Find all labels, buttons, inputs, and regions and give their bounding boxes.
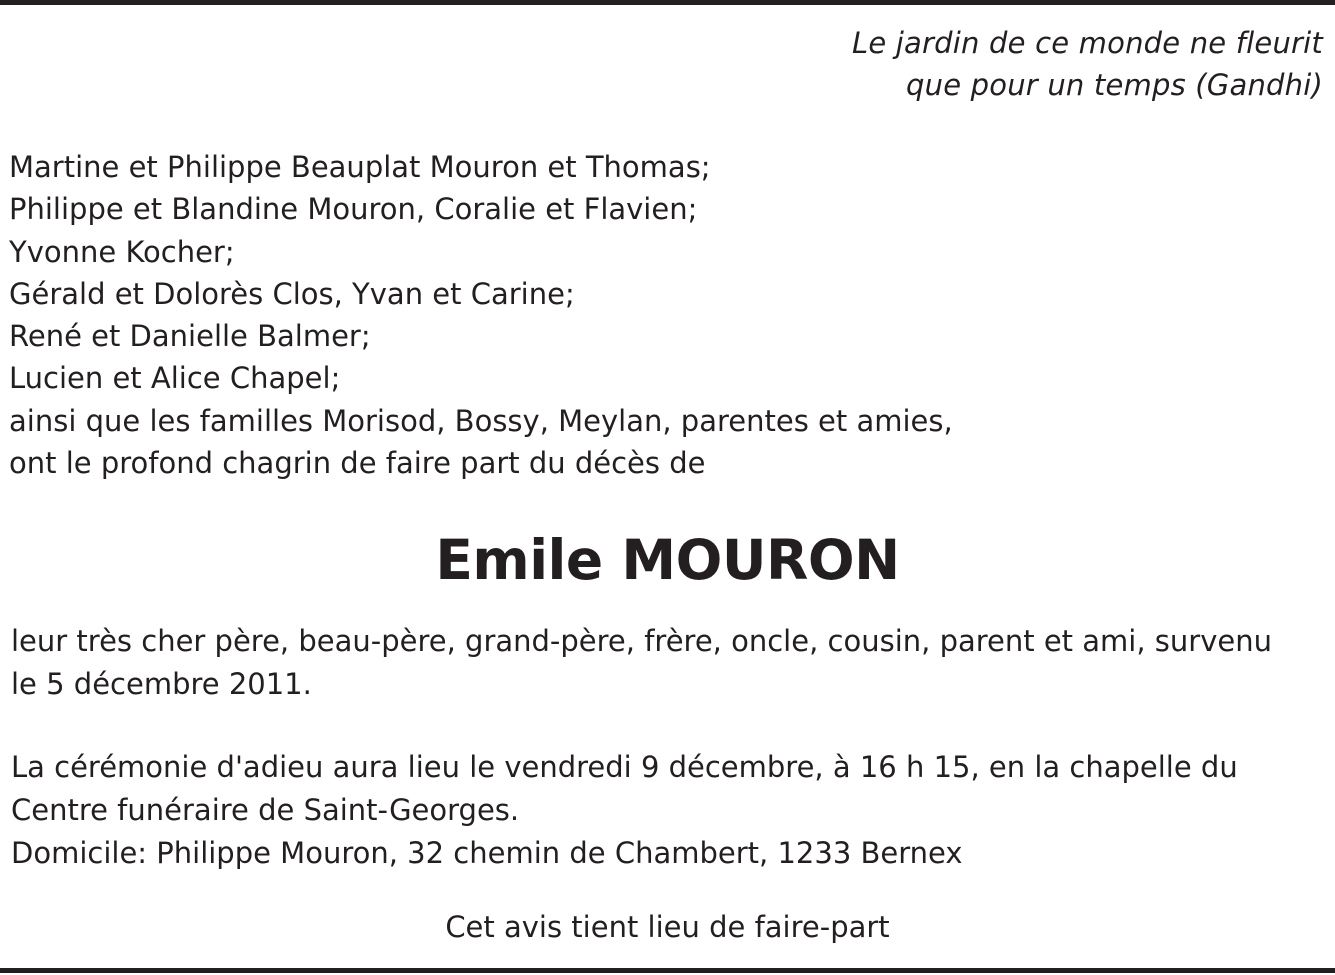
mourner-line: Lucien et Alice Chapel; — [9, 361, 341, 396]
ceremony-line: La cérémonie d'adieu aura lieu le vendredi 9 décembre, à 16 h 15, en la chapelle du — [11, 750, 1238, 784]
ceremony-paragraph — [11, 746, 1326, 875]
top-rule — [0, 0, 1335, 5]
date-of-death-line: le 5 décembre 2011. — [11, 667, 312, 701]
mourner-line: Gérald et Dolorès Clos, Yvan et Carine; — [9, 276, 575, 311]
relationship-line: leur très cher père, beau-père, grand-père, frère, oncle, cousin, parent et ami, survenu — [11, 624, 1272, 658]
epigraph-line: Le jardin de ce monde ne fleurit — [851, 26, 1323, 60]
mourner-line: René et Danielle Balmer; — [9, 319, 371, 354]
mourner-line: Yvonne Kocher; — [9, 234, 235, 269]
domicile-line: Domicile: Philippe Mouron, 32 chemin de Chambert, 1233 Bernex — [11, 836, 963, 870]
mourner-line: Philippe et Blandine Mouron, Coralie et Flavien; — [9, 192, 698, 227]
mourners-list — [9, 146, 1309, 484]
deceased-name: Emile MOURON — [435, 528, 900, 592]
footer-note: Cet avis tient lieu de faire-part — [445, 910, 890, 944]
epigraph-line: que pour un temps (Gandhi) — [906, 68, 1323, 102]
mourner-line: ainsi que les familles Morisod, Bossy, Meylan, parentes et amies, — [9, 403, 953, 438]
announcement-line: ont le profond chagrin de faire part du décès de — [9, 446, 706, 481]
ceremony-location-line: Centre funéraire de Saint-Georges. — [11, 793, 520, 827]
mourner-line: Martine et Philippe Beauplat Mouron et Thomas; — [9, 150, 711, 184]
relationship-paragraph — [11, 620, 1326, 706]
bottom-rule — [0, 968, 1335, 973]
epigraph-quote — [623, 22, 1323, 106]
